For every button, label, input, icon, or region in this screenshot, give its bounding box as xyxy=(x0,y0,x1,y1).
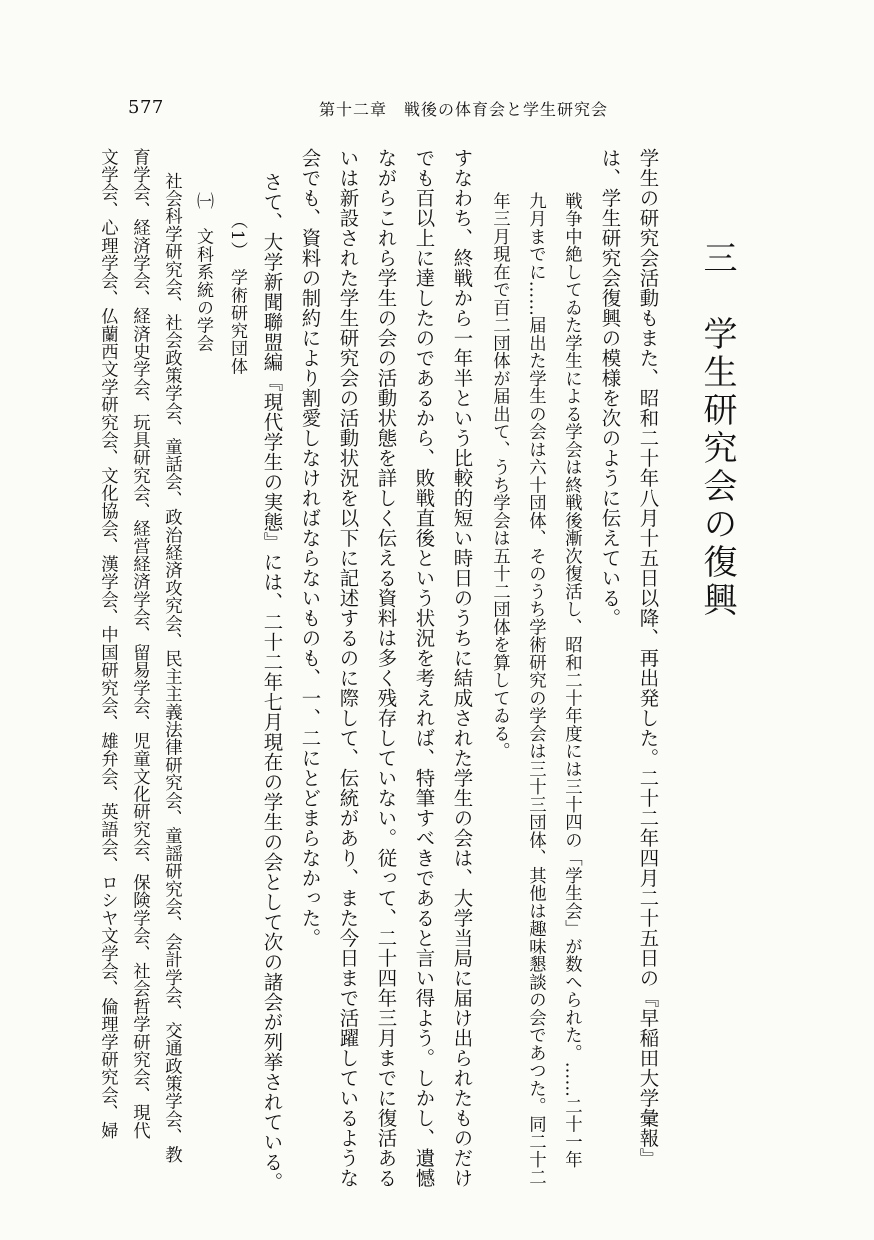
list-subheading: ㈠ 文科系統の学会 xyxy=(193,192,213,353)
text-line-6: いは新設された学生研究会の活動状況を以下に記述するのに際して、伝統があり、また今日まで活躍しているような xyxy=(336,148,360,1188)
section-heading xyxy=(697,240,737,620)
list-line-3: 文学会、心理学会、仏蘭西文学研究会、文化協会、漢学会、中国研究会、雄弁会、英語会、ロシヤ文学会、倫理学研究会、婦 xyxy=(97,148,118,1140)
list-line-2: 育学会、経済学会、経済史学会、玩具研究会、経営経済学会、留易学会、児童文化研究会、保険学会、社会哲学研究会、現代 xyxy=(129,148,150,1140)
text-line-2: は、学生研究会復興の模様を次のように伝えている。 xyxy=(598,148,622,628)
list-heading: （1） 学術研究団体 xyxy=(227,212,247,376)
text-line-8: さて、大学新聞聯盟編『現代学生の実態』には、二十二年七月現在の学生の会として次の諸会が列挙されている。 xyxy=(260,172,284,1192)
section-number: 三 xyxy=(697,240,737,278)
text-line-7: 会でも、資料の制約により割愛しなければならないものも、一、二にとどまらなかった。 xyxy=(298,148,322,948)
section-title: 学生研究会の復興 xyxy=(697,316,737,620)
page-number: 577 xyxy=(128,97,164,118)
running-head: 第十二章 戦後の体育会と学生研究会 xyxy=(319,100,609,119)
quote-line-1: 戦争中絶してゐた学生による学会は終戦後漸次復活し、昭和二十年度には三十四の「学生会」が数へられた。……二十一年 xyxy=(561,192,582,1169)
text-line-3: すなわち、終戦から一年半という比較的短い時日のうちに結成された学生の会は、大学当局に届け出られたものだけ xyxy=(450,148,474,1188)
text-line-4: でも百以上に達したのであるから、敗戦直後という状況を考えれば、特筆すべきであると言い得よう。しかし、遺憾 xyxy=(412,148,436,1188)
text-line-1: 学生の研究会活動もまた、昭和二十年八月十五日以降、再出発した。二十二年四月二十五日の『早稲田大学彙報』 xyxy=(636,148,660,1168)
list-line-1: 社会科学研究会、社会政策学会、童話会、政治経済攻究会、民主主義法律研究会、童謡研究会、会計学会、交通政策学会、教 xyxy=(161,172,182,1164)
quote-line-2: 九月までに……届出た学生の会は六十団体、そのうち学術研究の学会は三十三団体、其他は趣味懇談の会であつた。同二十二 xyxy=(525,192,546,1186)
quote-line-3: 年三月現在で百二団体が届出て、うち学会は五十二団体を算してゐる。 xyxy=(489,192,510,760)
text-line-5: ながらこれら学生の会の活動状態を詳しく伝える資料は多く残存していない。従って、二十四年三月までに復活ある xyxy=(374,148,398,1188)
